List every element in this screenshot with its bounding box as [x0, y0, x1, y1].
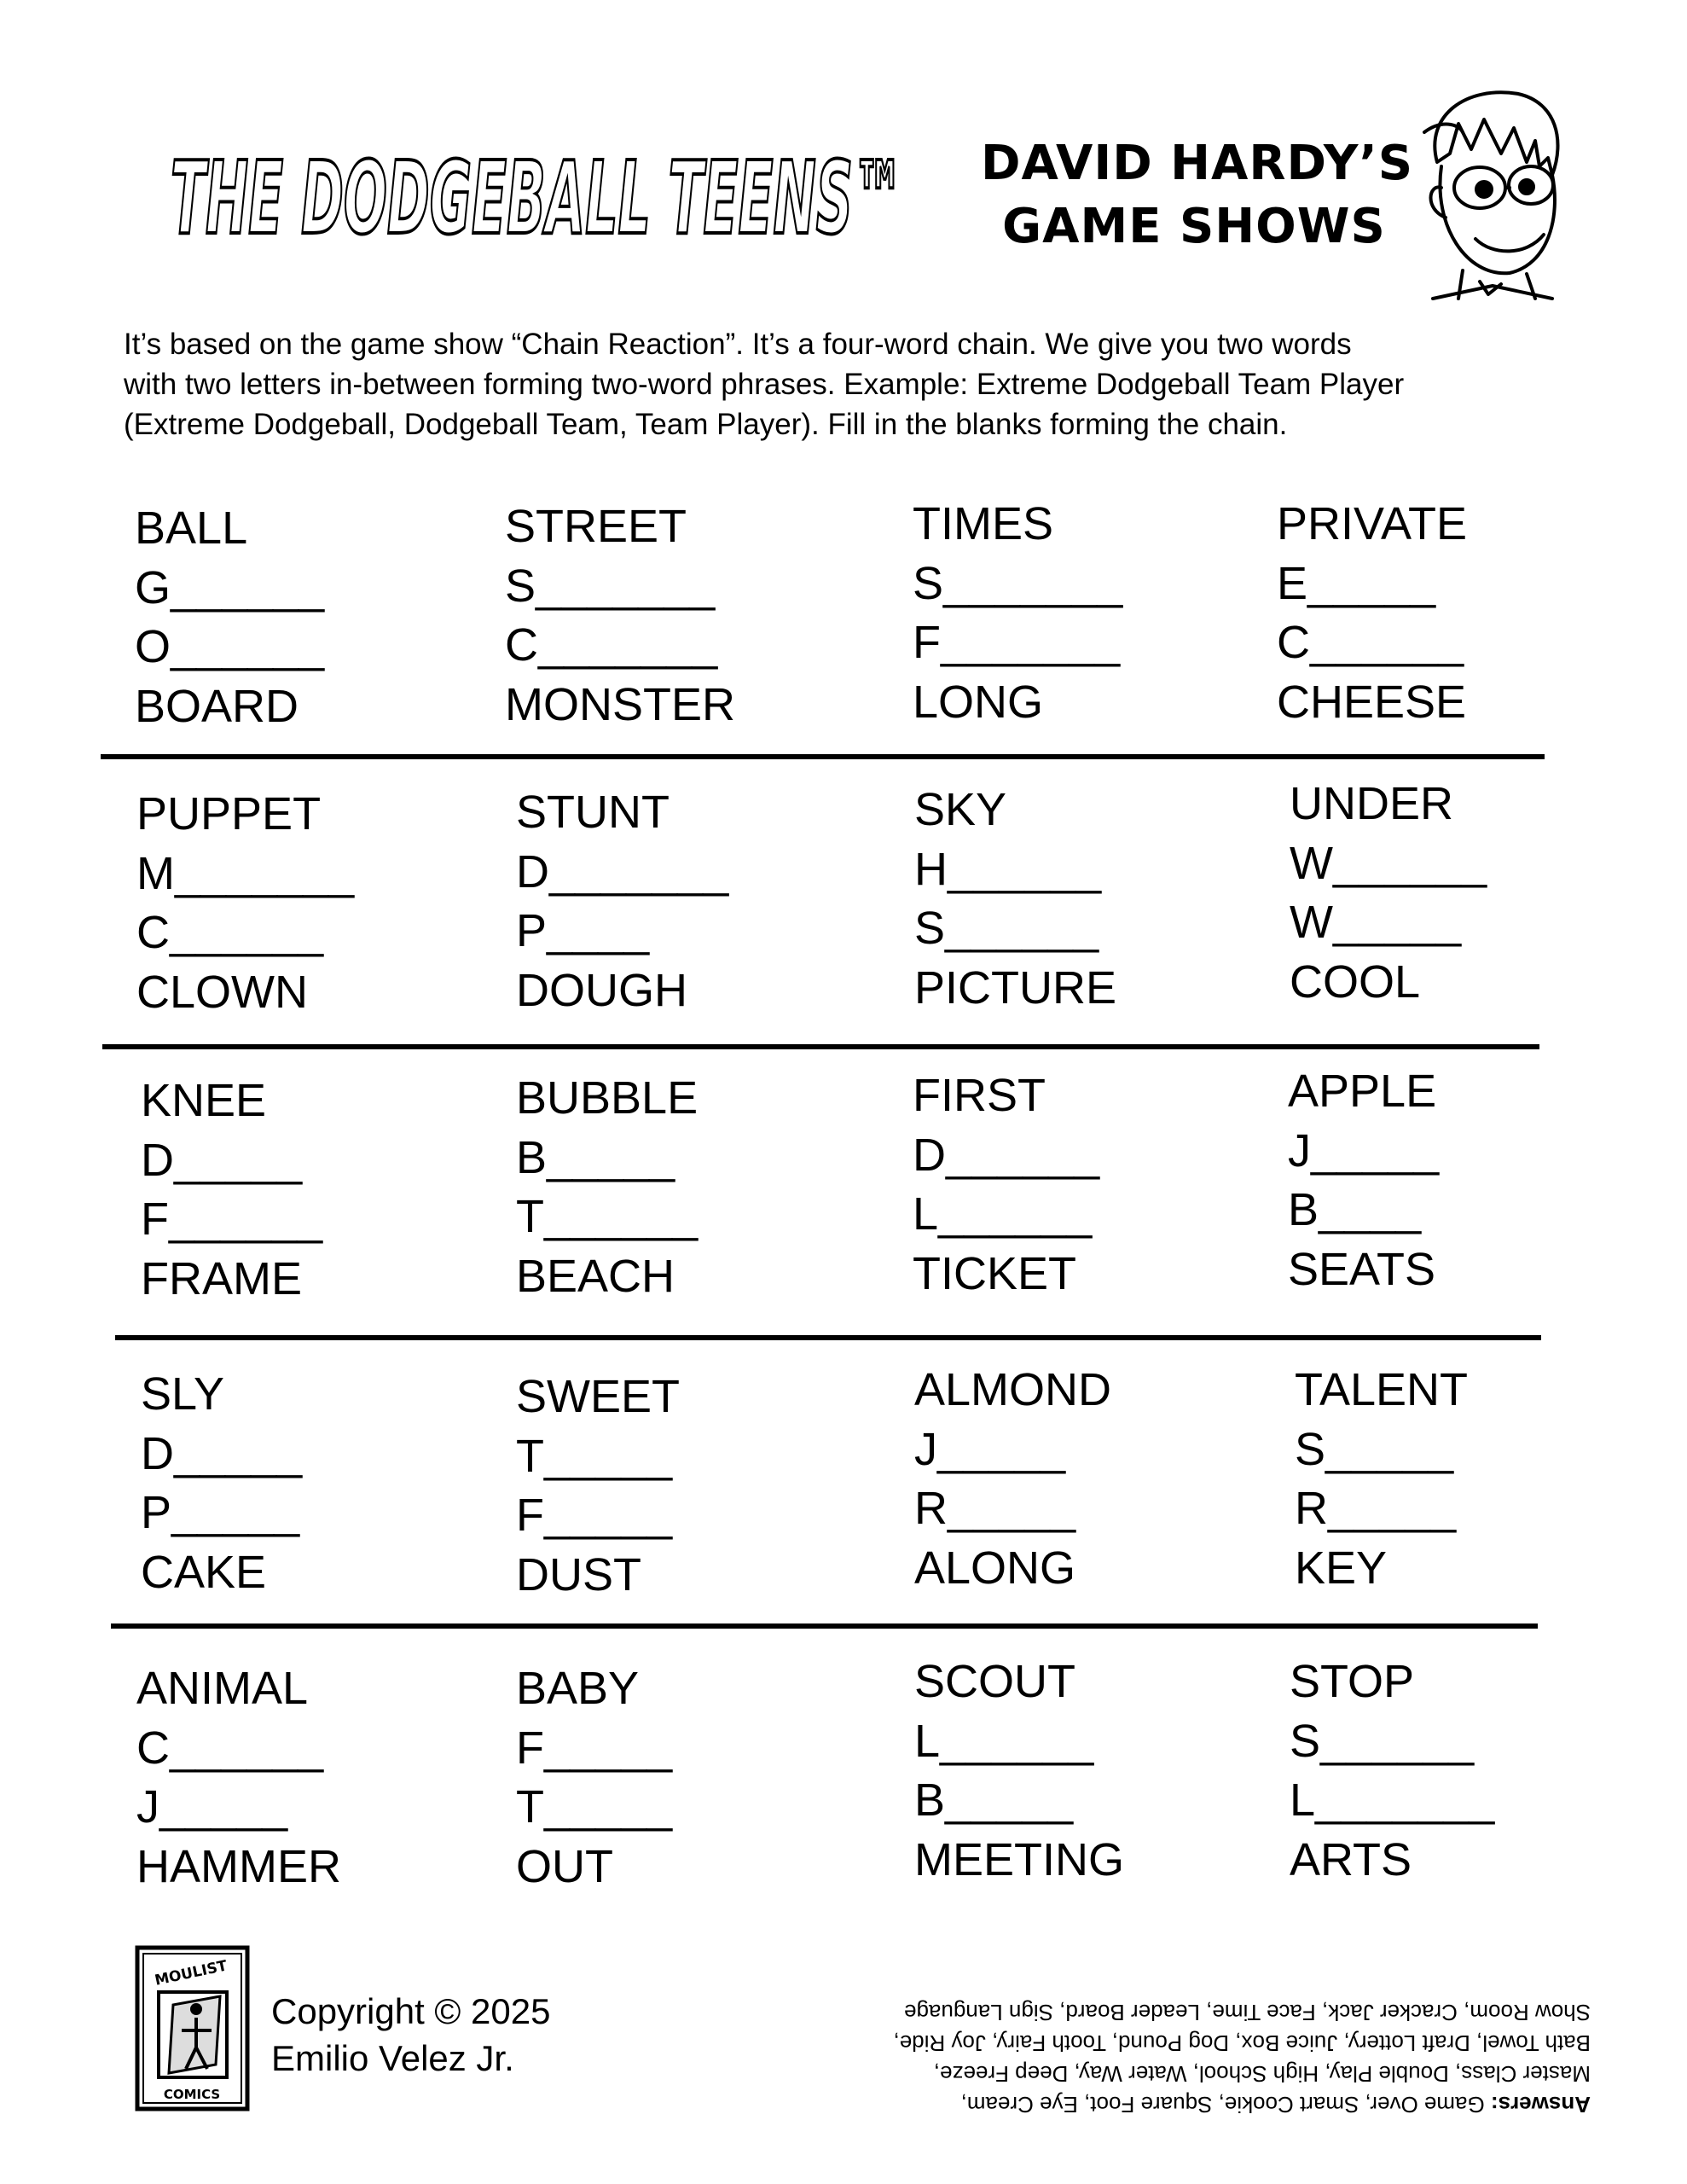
- puzzle-chain: [913, 495, 1122, 732]
- chain-top-word: BABY: [516, 1663, 640, 1714]
- chain-blank-1[interactable]: C______: [136, 1722, 324, 1774]
- chain-top-word: BALL: [135, 502, 248, 554]
- chain-blank-2[interactable]: F______: [141, 1194, 323, 1245]
- chain-blank-1[interactable]: J_____: [1288, 1124, 1440, 1176]
- chain-blank-1[interactable]: H______: [914, 843, 1102, 895]
- row-divider: [111, 1623, 1538, 1629]
- logo-wordmark-icon: [171, 141, 938, 252]
- chain-blank-2[interactable]: P____: [516, 905, 650, 956]
- instructions-line: with two letters in-between forming two-word phrases. Example: Extreme Dodgeball Team Player: [124, 368, 1405, 401]
- chain-bottom-word: CLOWN: [136, 966, 308, 1018]
- row-divider: [101, 754, 1545, 759]
- show-title: [981, 132, 1414, 258]
- puzzle-chain: [914, 781, 1116, 1018]
- chain-blank-2[interactable]: R_____: [914, 1483, 1076, 1534]
- show-title-line1: DAVID HARDY’S: [981, 136, 1414, 191]
- puzzle-chain: [136, 1659, 341, 1896]
- chain-blank-2[interactable]: T______: [516, 1191, 699, 1242]
- answers-line: [797, 2089, 1591, 2120]
- chain-bottom-word: BEACH: [516, 1250, 675, 1302]
- chain-blank-1[interactable]: W______: [1290, 837, 1487, 889]
- chain-bottom-word: KEY: [1295, 1542, 1388, 1594]
- chain-top-word: ALMOND: [914, 1364, 1112, 1415]
- logo-text: THE DODGEBALL TEENS™: [171, 141, 904, 252]
- chain-blank-1[interactable]: D_____: [141, 1427, 303, 1479]
- chain-bottom-word: DOUGH: [516, 964, 687, 1016]
- chain-bottom-word: BOARD: [135, 680, 299, 732]
- instructions-paragraph: [124, 324, 1574, 444]
- puzzle-chain: [516, 1659, 672, 1896]
- chain-top-word: APPLE: [1288, 1066, 1437, 1117]
- chain-bottom-word: DUST: [516, 1548, 641, 1600]
- chain-blank-2[interactable]: S______: [914, 903, 1099, 954]
- chain-bottom-word: ARTS: [1290, 1833, 1412, 1885]
- chain-blank-1[interactable]: S______: [1290, 1715, 1475, 1767]
- chain-blank-1[interactable]: B_____: [516, 1131, 675, 1183]
- chain-top-word: PUPPET: [136, 788, 322, 839]
- puzzle-chain: [913, 1066, 1099, 1304]
- chain-blank-2[interactable]: T_____: [516, 1781, 673, 1833]
- chain-blank-1[interactable]: G______: [135, 561, 325, 613]
- chain-blank-1[interactable]: F_____: [516, 1722, 673, 1774]
- chain-blank-1[interactable]: L______: [914, 1715, 1094, 1767]
- puzzle-chain: [505, 497, 735, 735]
- copyright-line: Copyright © 2025: [271, 1991, 551, 2031]
- puzzle-chain: [914, 1653, 1124, 1890]
- upside-down-answers: [797, 1984, 1591, 2120]
- chain-top-word: SCOUT: [914, 1656, 1075, 1707]
- chain-top-word: FIRST: [913, 1070, 1046, 1121]
- chain-blank-2[interactable]: O______: [135, 621, 325, 672]
- chain-top-word: ANIMAL: [136, 1663, 309, 1714]
- puzzle-chain: [914, 1361, 1111, 1598]
- chain-bottom-word: PICTURE: [914, 961, 1117, 1014]
- chain-blank-1[interactable]: D_______: [516, 845, 729, 897]
- chain-top-word: PRIVATE: [1277, 498, 1468, 549]
- answers-line-text: Game Over, Smart Cookie, Square Foot, Eye Cream,: [960, 2092, 1491, 2117]
- chain-blank-2[interactable]: F_______: [913, 617, 1121, 668]
- chain-blank-2[interactable]: C______: [136, 907, 324, 958]
- chain-blank-1[interactable]: S_____: [1295, 1423, 1454, 1475]
- chain-top-word: TALENT: [1295, 1364, 1469, 1415]
- answers-line: Master Class, Double Play, High School, Water Way, Deep Freeze,: [933, 2061, 1591, 2087]
- answers-line: Bath Towel, Draft Lottery, Juice Box, Dog Pound, Tooth Fairy, Joy Ride,: [893, 2030, 1591, 2056]
- moulist-comics-badge-icon: [135, 1945, 250, 2111]
- puzzle-chain: [516, 1069, 698, 1306]
- chain-blank-2[interactable]: L_______: [1290, 1774, 1495, 1826]
- chain-blank-1[interactable]: D_____: [141, 1134, 303, 1186]
- chain-bottom-word: TICKET: [913, 1247, 1077, 1299]
- row-divider: [115, 1335, 1541, 1340]
- puzzle-chain: [1290, 1653, 1494, 1890]
- chain-top-word: STUNT: [516, 787, 670, 838]
- dodgeball-teens-logo: [171, 141, 938, 252]
- chain-bottom-word: CHEESE: [1277, 676, 1467, 728]
- chain-blank-1[interactable]: S_______: [913, 557, 1123, 609]
- puzzle-chain: [516, 1368, 680, 1605]
- chain-bottom-word: MONSTER: [505, 678, 735, 730]
- puzzle-chain: [1277, 495, 1467, 732]
- chain-bottom-word: LONG: [913, 676, 1044, 728]
- author-name: Emilio Velez Jr.: [271, 2038, 514, 2078]
- chain-blank-1[interactable]: S_______: [505, 560, 716, 612]
- chain-blank-2[interactable]: C_______: [505, 619, 718, 671]
- puzzle-chain: [516, 783, 728, 1020]
- chain-bottom-word: OUT: [516, 1840, 613, 1892]
- chain-blank-2[interactable]: C______: [1277, 617, 1464, 668]
- answers-label: Answers:: [1490, 2092, 1591, 2117]
- puzzle-chain: [136, 785, 354, 1022]
- answers-line: Show Room, Cracker Jack, Face Time, Leader Board, Sign Language: [904, 2000, 1591, 2025]
- puzzle-chain: [1288, 1062, 1439, 1299]
- chain-blank-2[interactable]: J_____: [136, 1781, 288, 1833]
- logo-top-text: MOULIST: [153, 1957, 229, 1989]
- chain-bottom-word: FRAME: [141, 1252, 302, 1304]
- puzzle-chain: [1290, 775, 1487, 1012]
- chain-blank-1[interactable]: M_______: [136, 847, 355, 899]
- chain-top-word: STREET: [505, 501, 687, 552]
- chain-blank-2[interactable]: P_____: [141, 1487, 300, 1538]
- chain-blank-1[interactable]: D______: [913, 1129, 1100, 1181]
- instructions-line: (Extreme Dodgeball, Dodgeball Team, Team Player). Fill in the blanks forming the chain.: [124, 408, 1288, 441]
- chain-blank-1[interactable]: E_____: [1277, 557, 1436, 609]
- chain-blank-2[interactable]: B____: [1288, 1184, 1422, 1235]
- show-title-line2: GAME SHOWS: [1002, 199, 1386, 254]
- chain-bottom-word: COOL: [1290, 956, 1421, 1008]
- chain-blank-1[interactable]: J_____: [914, 1423, 1066, 1475]
- chain-top-word: SWEET: [516, 1371, 681, 1422]
- puzzle-chain: [141, 1365, 302, 1602]
- chain-bottom-word: CAKE: [141, 1546, 267, 1598]
- chain-bottom-word: HAMMER: [136, 1840, 341, 1892]
- chain-blank-2[interactable]: B_____: [914, 1774, 1074, 1826]
- chain-blank-2[interactable]: R_____: [1295, 1483, 1457, 1534]
- moulist-comics-logo: [135, 1945, 250, 2111]
- chain-blank-2[interactable]: W_____: [1290, 897, 1462, 948]
- chain-top-word: KNEE: [141, 1075, 267, 1126]
- chain-top-word: STOP: [1290, 1656, 1415, 1707]
- chain-blank-2[interactable]: F_____: [516, 1490, 673, 1541]
- chain-top-word: TIMES: [913, 498, 1054, 549]
- chain-top-word: SLY: [141, 1368, 225, 1420]
- puzzle-chain: [135, 499, 324, 736]
- david-hardy-character-icon: [1399, 81, 1569, 303]
- copyright-block: [271, 1988, 550, 2082]
- chain-blank-2[interactable]: L______: [913, 1188, 1093, 1240]
- puzzle-chain: [141, 1072, 322, 1309]
- puzzle-chain: [1295, 1361, 1468, 1598]
- chain-bottom-word: SEATS: [1288, 1243, 1436, 1295]
- chain-top-word: SKY: [914, 784, 1007, 835]
- row-divider: [102, 1044, 1539, 1049]
- instructions-line: It’s based on the game show “Chain Reaction”. It’s a four-word chain. We give you two words: [124, 328, 1352, 361]
- chain-blank-1[interactable]: T_____: [516, 1430, 673, 1482]
- chain-top-word: BUBBLE: [516, 1072, 699, 1124]
- chain-bottom-word: MEETING: [914, 1833, 1125, 1885]
- chain-top-word: UNDER: [1290, 778, 1454, 829]
- chain-bottom-word: ALONG: [914, 1542, 1076, 1594]
- logo-bottom-text: COMICS: [163, 2087, 221, 2102]
